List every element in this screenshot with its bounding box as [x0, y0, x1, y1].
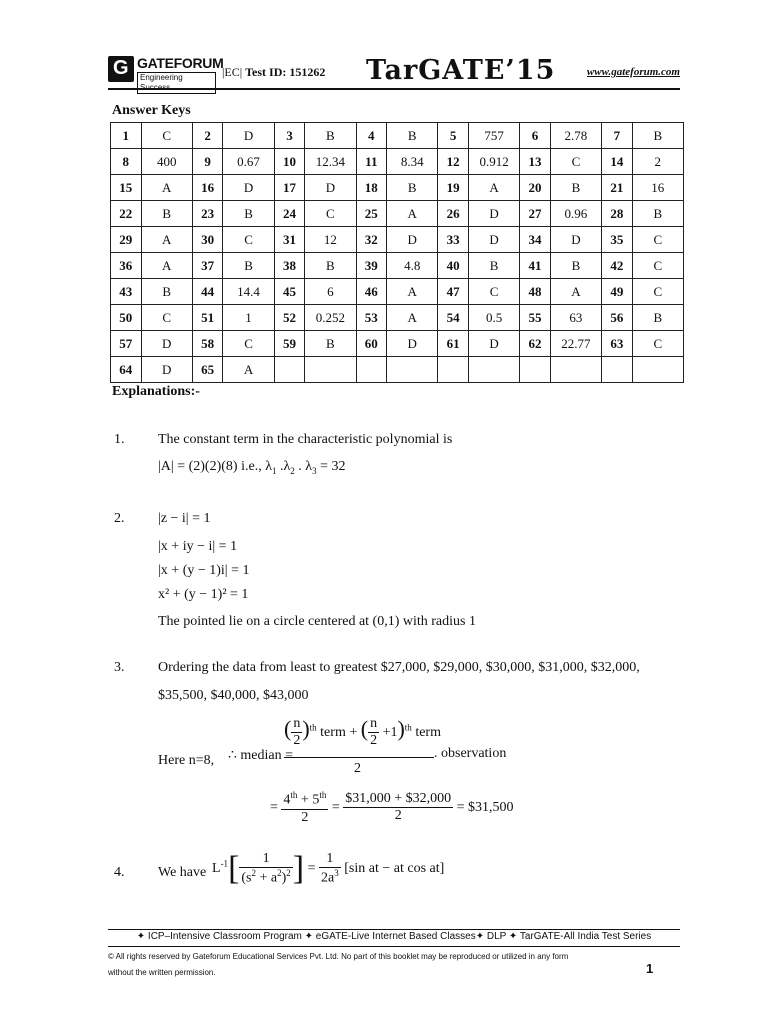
question-number-cell: 63	[602, 331, 633, 357]
answer-cell: B	[632, 201, 683, 227]
question-number-cell: 23	[192, 201, 223, 227]
question-number-cell: 47	[438, 279, 469, 305]
question-number-cell: 14	[602, 149, 633, 175]
page-number: 1	[646, 961, 654, 976]
answer-cell: B	[141, 279, 192, 305]
footer-copyright-line-2: without the written permission.	[108, 968, 216, 977]
question-number-cell: 11	[356, 149, 387, 175]
answer-cell: D	[141, 331, 192, 357]
answer-cell: 0.912	[468, 149, 519, 175]
question-number-cell	[520, 357, 551, 383]
question-number-cell: 6	[520, 123, 551, 149]
answer-row	[111, 123, 684, 149]
q3-term-2: term	[415, 725, 441, 740]
question-number-cell: 58	[192, 331, 223, 357]
question-number-cell: 55	[520, 305, 551, 331]
answer-cell: 63	[550, 305, 601, 331]
answer-cell: C	[223, 227, 274, 253]
question-number-cell: 17	[274, 175, 305, 201]
answer-cell: D	[468, 331, 519, 357]
answer-cell: C	[632, 331, 683, 357]
answer-cell: D	[223, 123, 274, 149]
branch-code: EC	[224, 65, 240, 79]
q3-median-bar	[284, 757, 434, 758]
question-number-cell: 37	[192, 253, 223, 279]
question-number-cell: 57	[111, 331, 142, 357]
question-number-cell: 15	[111, 175, 142, 201]
q3-step2-mid-num: $31,000 + $32,000	[345, 791, 452, 807]
question-number-cell: 10	[274, 149, 305, 175]
question-number-cell: 2	[192, 123, 223, 149]
answer-cell: 4.8	[387, 253, 438, 279]
page-header	[108, 52, 680, 90]
answer-cell: C	[550, 149, 601, 175]
question-number-cell: 24	[274, 201, 305, 227]
q3-step2: = $\frac{4^{th} + 5^{th}}{2}$ = $\frac{\$31,000 + \$32,000}{2}$ = $31,500	[270, 790, 514, 825]
question-number-cell: 7	[602, 123, 633, 149]
q1-text: The constant term in the characteristic polynomial is	[158, 432, 453, 447]
q2-number: 2.	[114, 511, 125, 526]
answer-cell: C	[141, 305, 192, 331]
answer-cell: B	[305, 331, 356, 357]
logo-name: GATEFORUM	[137, 55, 224, 71]
answer-cell: B	[550, 253, 601, 279]
answer-cell: B	[387, 175, 438, 201]
answer-row	[111, 253, 684, 279]
answer-row	[111, 305, 684, 331]
q1-equation: |A| = (2)(2)(8) i.e., $\lambda_1$ $.\lambda_2$ . $\lambda_3 = 32$	[158, 459, 346, 476]
q3-values-a: $27,000, $29,000, $30,000, $31,000, $32,000,	[380, 660, 640, 675]
answer-cell	[468, 357, 519, 383]
question-number-cell: 56	[602, 305, 633, 331]
answer-cell: A	[550, 279, 601, 305]
question-number-cell: 48	[520, 279, 551, 305]
q4-number: 4.	[114, 865, 125, 880]
question-number-cell: 34	[520, 227, 551, 253]
answer-cell: 0.96	[550, 201, 601, 227]
question-number-cell	[356, 357, 387, 383]
brand-title: TarGATE’15	[366, 55, 556, 86]
question-number-cell: 50	[111, 305, 142, 331]
question-number-cell: 1	[111, 123, 142, 149]
answer-row	[111, 357, 684, 383]
explanations-title: Explanations:-	[112, 384, 200, 399]
answer-cell: 14.4	[223, 279, 274, 305]
question-number-cell: 64	[111, 357, 142, 383]
answer-row	[111, 149, 684, 175]
answer-cell: C	[305, 201, 356, 227]
answer-cell: A	[141, 227, 192, 253]
answer-cell: A	[468, 175, 519, 201]
answer-cell: 8.34	[387, 149, 438, 175]
answer-cell: B	[550, 175, 601, 201]
q3-median-denominator: 2	[354, 761, 361, 776]
answer-cell: B	[223, 201, 274, 227]
answer-cell: A	[387, 201, 438, 227]
question-number-cell: 26	[438, 201, 469, 227]
question-number-cell: 16	[192, 175, 223, 201]
answer-cell: B	[468, 253, 519, 279]
question-number-cell: 13	[520, 149, 551, 175]
answer-cell: 400	[141, 149, 192, 175]
question-number-cell: 49	[602, 279, 633, 305]
q4-rhs: [sin at − at cos at]	[344, 861, 445, 877]
answer-cell	[632, 357, 683, 383]
answer-cell: B	[305, 123, 356, 149]
question-number-cell: 27	[520, 201, 551, 227]
question-number-cell: 45	[274, 279, 305, 305]
question-number-cell: 46	[356, 279, 387, 305]
question-number-cell: 42	[602, 253, 633, 279]
answer-cell: A	[141, 175, 192, 201]
answer-cell: C	[632, 227, 683, 253]
answer-cell: A	[223, 357, 274, 383]
q1-eq-lhs: |A| = (2)(2)(8)	[158, 459, 238, 474]
answer-cell: 0.67	[223, 149, 274, 175]
question-number-cell: 39	[356, 253, 387, 279]
q3-result: = $31,500	[456, 800, 514, 816]
answer-cell: 12.34	[305, 149, 356, 175]
question-number-cell: 18	[356, 175, 387, 201]
q1-number: 1.	[114, 432, 125, 447]
question-number-cell: 3	[274, 123, 305, 149]
answer-cell: A	[141, 253, 192, 279]
answer-row	[111, 201, 684, 227]
answer-row	[111, 175, 684, 201]
answer-cell: B	[223, 253, 274, 279]
question-number-cell: 19	[438, 175, 469, 201]
footer-copyright	[108, 949, 668, 981]
answer-cell: 22.77	[550, 331, 601, 357]
question-number-cell: 9	[192, 149, 223, 175]
logo-mark-icon: G	[108, 56, 134, 82]
question-number-cell: 40	[438, 253, 469, 279]
question-number-cell: 8	[111, 149, 142, 175]
q3-observation: . observation	[434, 746, 507, 761]
answer-cell: D	[387, 331, 438, 357]
answer-cell	[550, 357, 601, 383]
answer-cell	[305, 357, 356, 383]
question-number-cell: 5	[438, 123, 469, 149]
question-number-cell: 28	[602, 201, 633, 227]
question-number-cell: 44	[192, 279, 223, 305]
question-number-cell: 41	[520, 253, 551, 279]
q2-line-2: |x + iy − i| = 1	[158, 539, 238, 554]
answer-cell: C	[468, 279, 519, 305]
answer-row	[111, 227, 684, 253]
question-number-cell: 54	[438, 305, 469, 331]
question-number-cell: 52	[274, 305, 305, 331]
answer-cell: B	[632, 305, 683, 331]
answer-cell: 0.5	[468, 305, 519, 331]
gateforum-logo	[108, 54, 224, 92]
q1-eq-rhs: = 32	[320, 459, 346, 474]
website-link[interactable]: www.gateforum.com	[586, 66, 680, 78]
question-number-cell: 33	[438, 227, 469, 253]
question-number-cell: 65	[192, 357, 223, 383]
header-rule	[108, 88, 680, 90]
q3-values-b: $35,500, $40,000, $43,000	[158, 688, 309, 703]
answer-cell: B	[632, 123, 683, 149]
answer-cell: 12	[305, 227, 356, 253]
answer-cell	[387, 357, 438, 383]
question-number-cell: 31	[274, 227, 305, 253]
q3-median-numerator: ( $\frac{n}{2}$ )$^{th}$ term + ( $\frac{n}{2}$ +1)$^{th}$ term	[284, 716, 441, 749]
question-number-cell: 60	[356, 331, 387, 357]
footer-copyright-line-1: © All rights reserved by Gateforum Educational Services Pvt. Ltd. No part of this booklet may be reproduced or utilized in any form	[108, 952, 569, 961]
question-number-cell: 30	[192, 227, 223, 253]
q3-here: Here n=8,	[158, 753, 215, 768]
q3-intro-text: Ordering the data from least to greatest	[158, 660, 378, 675]
question-number-cell: 51	[192, 305, 223, 331]
question-number-cell: 25	[356, 201, 387, 227]
answer-keys-title: Answer Keys	[112, 103, 191, 118]
answer-cell: 2.78	[550, 123, 601, 149]
answer-cell: 6	[305, 279, 356, 305]
answer-cell: 757	[468, 123, 519, 149]
answer-cell: D	[223, 175, 274, 201]
q2-conclusion: The pointed lie on a circle centered at (0,1) with radius 1	[158, 614, 476, 629]
question-number-cell: 12	[438, 149, 469, 175]
question-number-cell: 38	[274, 253, 305, 279]
answer-cell: D	[387, 227, 438, 253]
answer-cell: C	[141, 123, 192, 149]
answer-cell: D	[468, 201, 519, 227]
question-number-cell: 21	[602, 175, 633, 201]
answer-cell: 2	[632, 149, 683, 175]
question-number-cell: 22	[111, 201, 142, 227]
footer-rule-bottom	[108, 946, 680, 947]
question-number-cell	[602, 357, 633, 383]
footer-rule-top	[108, 929, 680, 930]
q3-term-1: term	[320, 725, 346, 740]
answer-cell: C	[632, 279, 683, 305]
answer-cell: C	[632, 253, 683, 279]
answer-cell: D	[305, 175, 356, 201]
question-number-cell: 53	[356, 305, 387, 331]
test-id-label: Test ID: 151262	[245, 65, 326, 79]
answer-row	[111, 331, 684, 357]
question-number-cell: 36	[111, 253, 142, 279]
answer-cell: B	[141, 201, 192, 227]
answer-cell: 16	[632, 175, 683, 201]
question-number-cell: 20	[520, 175, 551, 201]
question-number-cell: 4	[356, 123, 387, 149]
answer-cell: D	[550, 227, 601, 253]
answer-cell: D	[468, 227, 519, 253]
question-number-cell: 61	[438, 331, 469, 357]
q2-line-1: |z − i| = 1	[158, 511, 211, 526]
q3-step2-den-2: 2	[394, 808, 402, 824]
q4-text: We have	[158, 865, 207, 880]
answer-cell: C	[223, 331, 274, 357]
q4-equation: $L^{-1}$[ $\frac{1}{(s^2 + a^2)^2}$ ] = $\frac{1}{2a^3}$ [sin at − at cos at]	[212, 850, 445, 887]
answer-cell: 0.252	[305, 305, 356, 331]
answer-cell: 1	[223, 305, 274, 331]
question-number-cell: 43	[111, 279, 142, 305]
q3-intro	[158, 660, 640, 676]
answer-row	[111, 279, 684, 305]
q3-median-label: ∴ median =	[228, 748, 294, 763]
test-id: |EC| Test ID: 151262	[222, 65, 326, 79]
answer-cell: B	[305, 253, 356, 279]
question-number-cell: 59	[274, 331, 305, 357]
q2-line-4: x² + (y − 1)² = 1	[158, 587, 249, 602]
answer-keys-table	[110, 122, 684, 383]
question-number-cell	[438, 357, 469, 383]
question-number-cell	[274, 357, 305, 383]
footer-programs: ✦ ICP–Intensive Classroom Program ✦ eGATE-Live Internet Based Classes✦ DLP ✦ TarGATE-All India Test Series	[136, 931, 652, 942]
answer-cell: A	[387, 279, 438, 305]
q3-step2-den-1: 2	[301, 809, 309, 825]
logo-tagline: Engineering Success	[137, 72, 216, 94]
q2-line-3: |x + (y − 1)i| = 1	[158, 563, 250, 578]
question-number-cell: 62	[520, 331, 551, 357]
question-number-cell: 35	[602, 227, 633, 253]
q3-number: 3.	[114, 660, 125, 675]
answer-cell: B	[387, 123, 438, 149]
answer-cell: D	[141, 357, 192, 383]
q1-eq-ie: i.e.,	[241, 459, 262, 474]
answer-cell: A	[387, 305, 438, 331]
question-number-cell: 32	[356, 227, 387, 253]
question-number-cell: 29	[111, 227, 142, 253]
